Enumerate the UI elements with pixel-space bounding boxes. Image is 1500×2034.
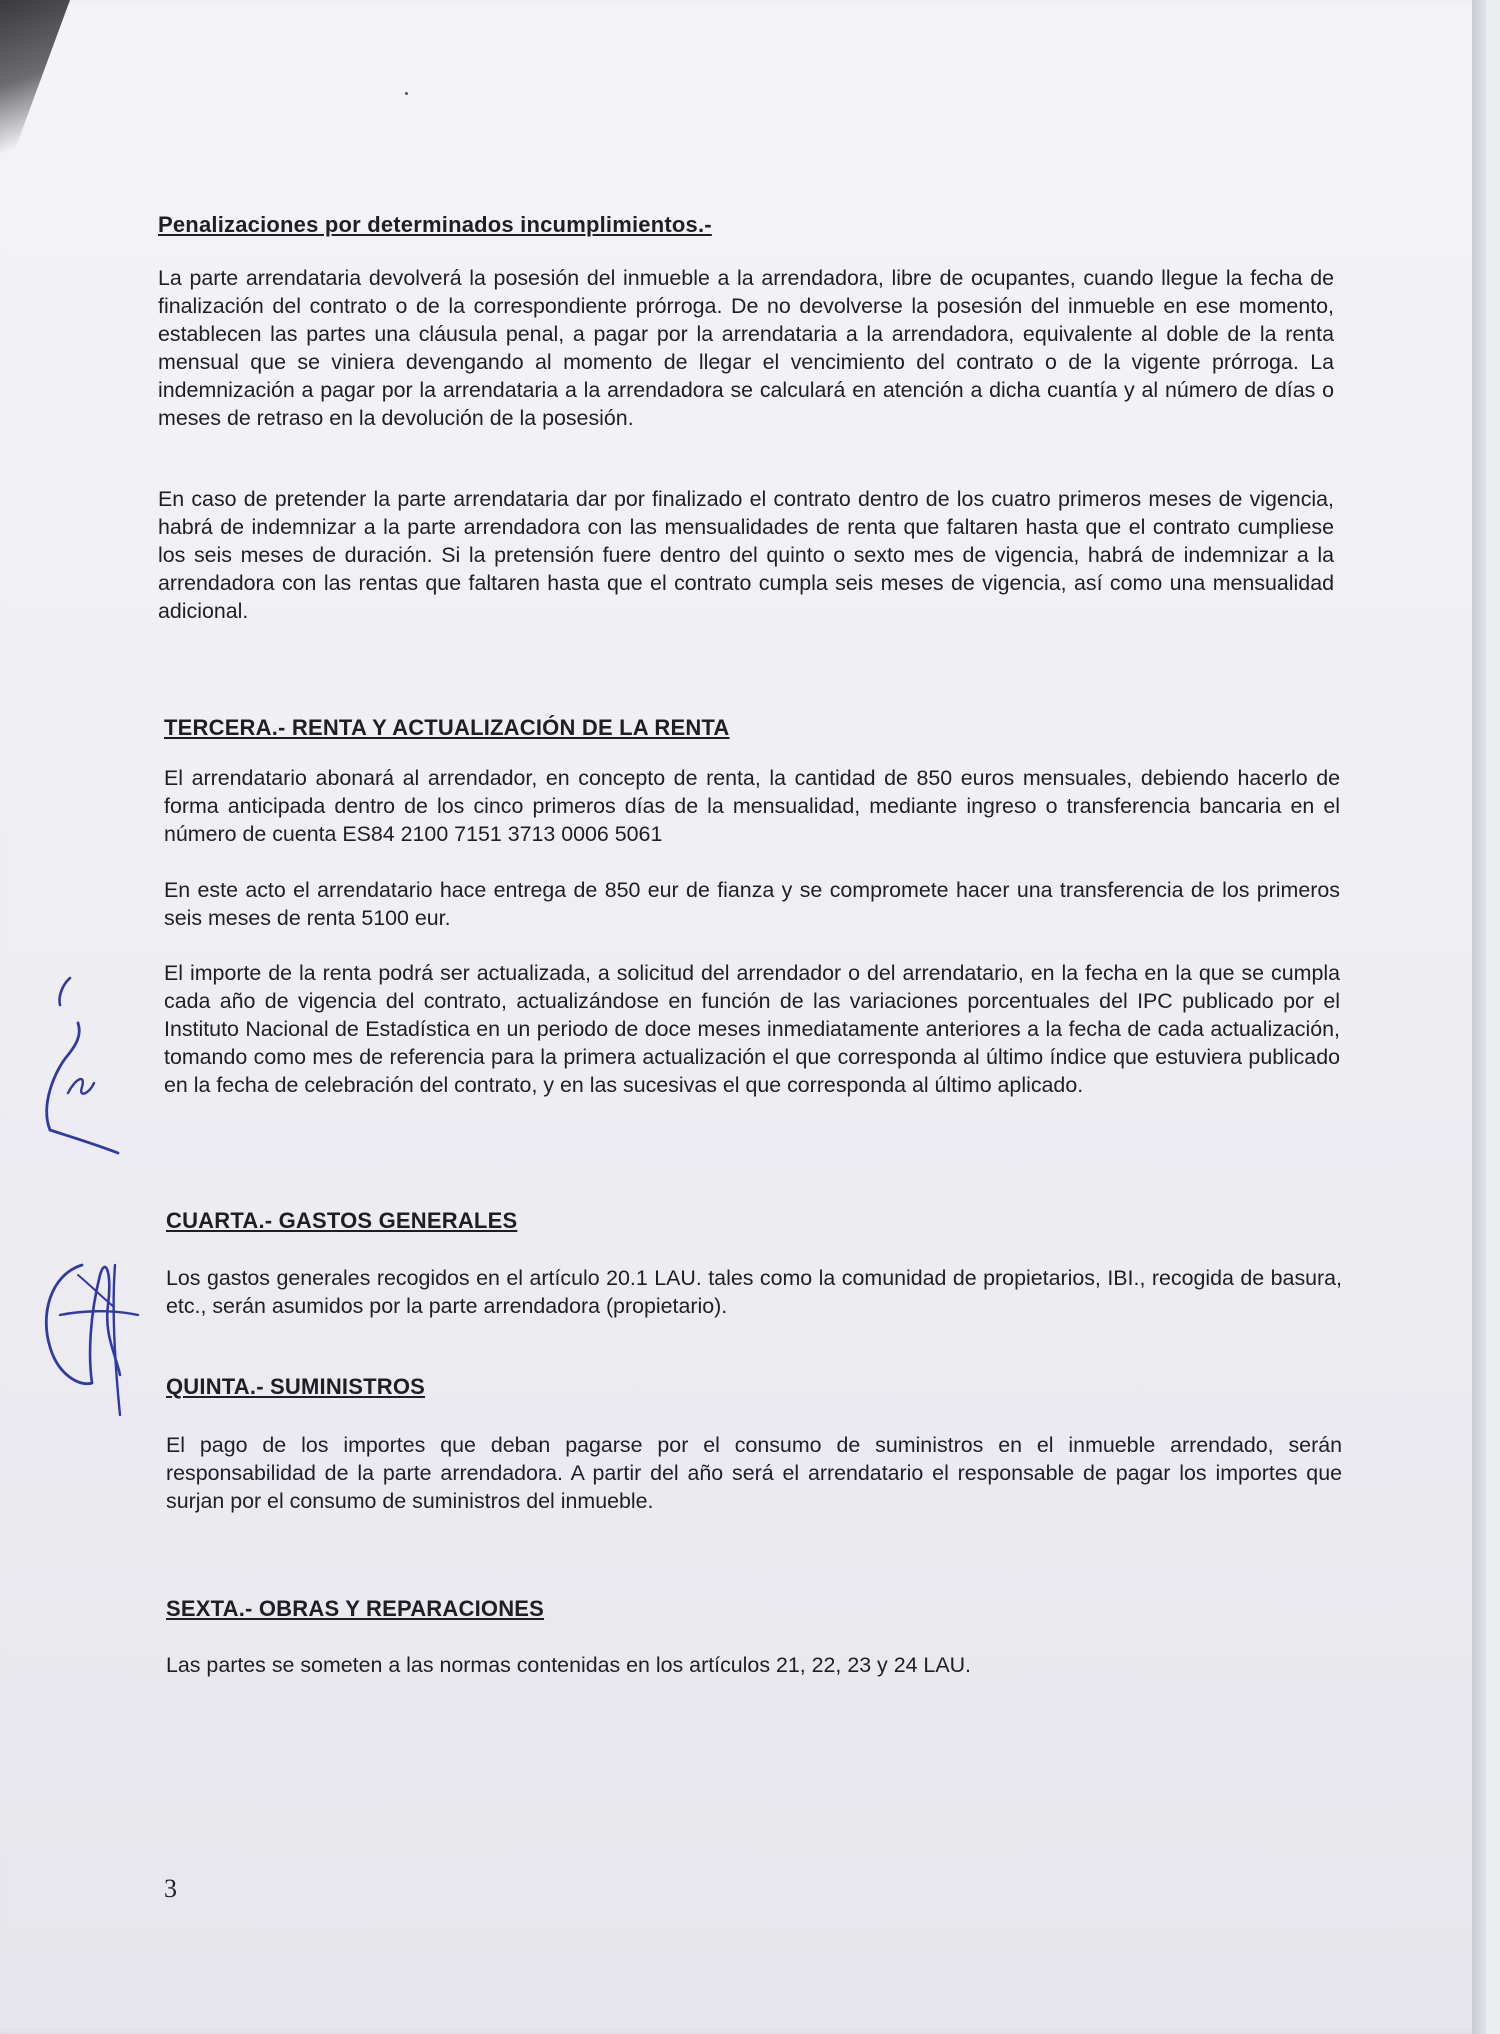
paragraph-cuarta-1: Los gastos generales recogidos en el artículo 20.1 LAU. tales como la comunidad de propietarios, IBI., recogida de basura, etc., serán asumidos por la parte arrendadora (propietario). xyxy=(166,1266,1342,1318)
page-number: 3 xyxy=(164,1874,177,1903)
section-heading-tercera: TERCERA.- RENTA Y ACTUALIZACIÓN DE LA RENTA xyxy=(164,715,730,740)
paragraph-tercera-1: El arrendatario abonará al arrendador, en concepto de renta, la cantidad de 850 euros mensuales, debiendo hacerlo de forma anticipada dentro de los cinco primeros días de la mensualidad, mediante ingreso o transferencia bancaria en el número de cuenta ES84 2100 7151 3713 0006 5061 xyxy=(164,766,1340,846)
paragraph-tercera-3: El importe de la renta podrá ser actualizada, a solicitud del arrendador o del arrendatario, en la fecha en la que se cumpla cada año de vigencia del contrato, actualizándose en función de las variaciones porcentuales del IPC publicado por el Instituto Nacional de Estadística en un periodo de doce meses inmediatamente anteriores a la fecha de cada actualización, tomando como mes de referencia para la primera actualización el que corresponda al último índice que estuviera publicado en la fecha de celebración del contrato, y en las sucesivas el que corresponda al último aplicado. xyxy=(164,961,1340,1097)
page-corner-shadow xyxy=(0,0,70,190)
paragraph-penalizaciones-2: En caso de pretender la parte arrendataria dar por finalizado el contrato dentro de los cuatro primeros meses de vigencia, habrá de indemnizar a la parte arrendadora con las mensualidades de renta que faltaren hasta que el contrato cumpliese los seis meses de duración. Si la pretensión fuere dentro del quinto o sexto mes de vigencia, habrá de indemnizar a la arrendadora con las rentas que faltaren hasta que el contrato cumpla seis meses de vigencia, así como una mensualidad adicional. xyxy=(158,487,1334,623)
section-heading-sexta: SEXTA.- OBRAS Y REPARACIONES xyxy=(166,1596,545,1621)
paragraph-sexta-1: Las partes se someten a las normas contenidas en los artículos 21, 22, 23 y 24 LAU. xyxy=(166,1653,971,1677)
handwritten-signature xyxy=(20,975,140,1455)
page-edge xyxy=(1472,0,1486,2034)
section-heading-cuarta: CUARTA.- GASTOS GENERALES xyxy=(166,1208,518,1233)
paragraph-quinta-1: El pago de los importes que deban pagarse por el consumo de suministros en el inmueble arrendado, serán responsabilidad de la parte arrendadora. A partir del año será el arrendatario el responsable de pagar los importes que surjan por el consumo de suministros del inmueble. xyxy=(166,1433,1342,1513)
section-heading-penalizaciones: Penalizaciones por determinados incumplimientos.- xyxy=(158,212,712,237)
paragraph-tercera-2: En este acto el arrendatario hace entrega de 850 eur de fianza y se compromete hacer una transferencia de los primeros seis meses de renta 5100 eur. xyxy=(164,878,1340,930)
paragraph-penalizaciones-1: La parte arrendataria devolverá la posesión del inmueble a la arrendadora, libre de ocupantes, cuando llegue la fecha de finalización del contrato o de la correspondiente prórroga. De no devolverse la posesión del inmueble en ese momento, establecen las partes una cláusula penal, a pagar por la arrendataria a la arrendadora, equivalente al doble de la renta mensual que se viniera devengando al momento de llegar el vencimiento del contrato o de la vigente prórroga. La indemnización a pagar por la arrendataria a la arrendadora se calculará en atención a dicha cuantía y al número de días o meses de retraso en la devolución de la posesión. xyxy=(158,266,1334,430)
section-heading-quinta: QUINTA.- SUMINISTROS xyxy=(166,1374,426,1399)
paper-speck xyxy=(405,92,408,95)
